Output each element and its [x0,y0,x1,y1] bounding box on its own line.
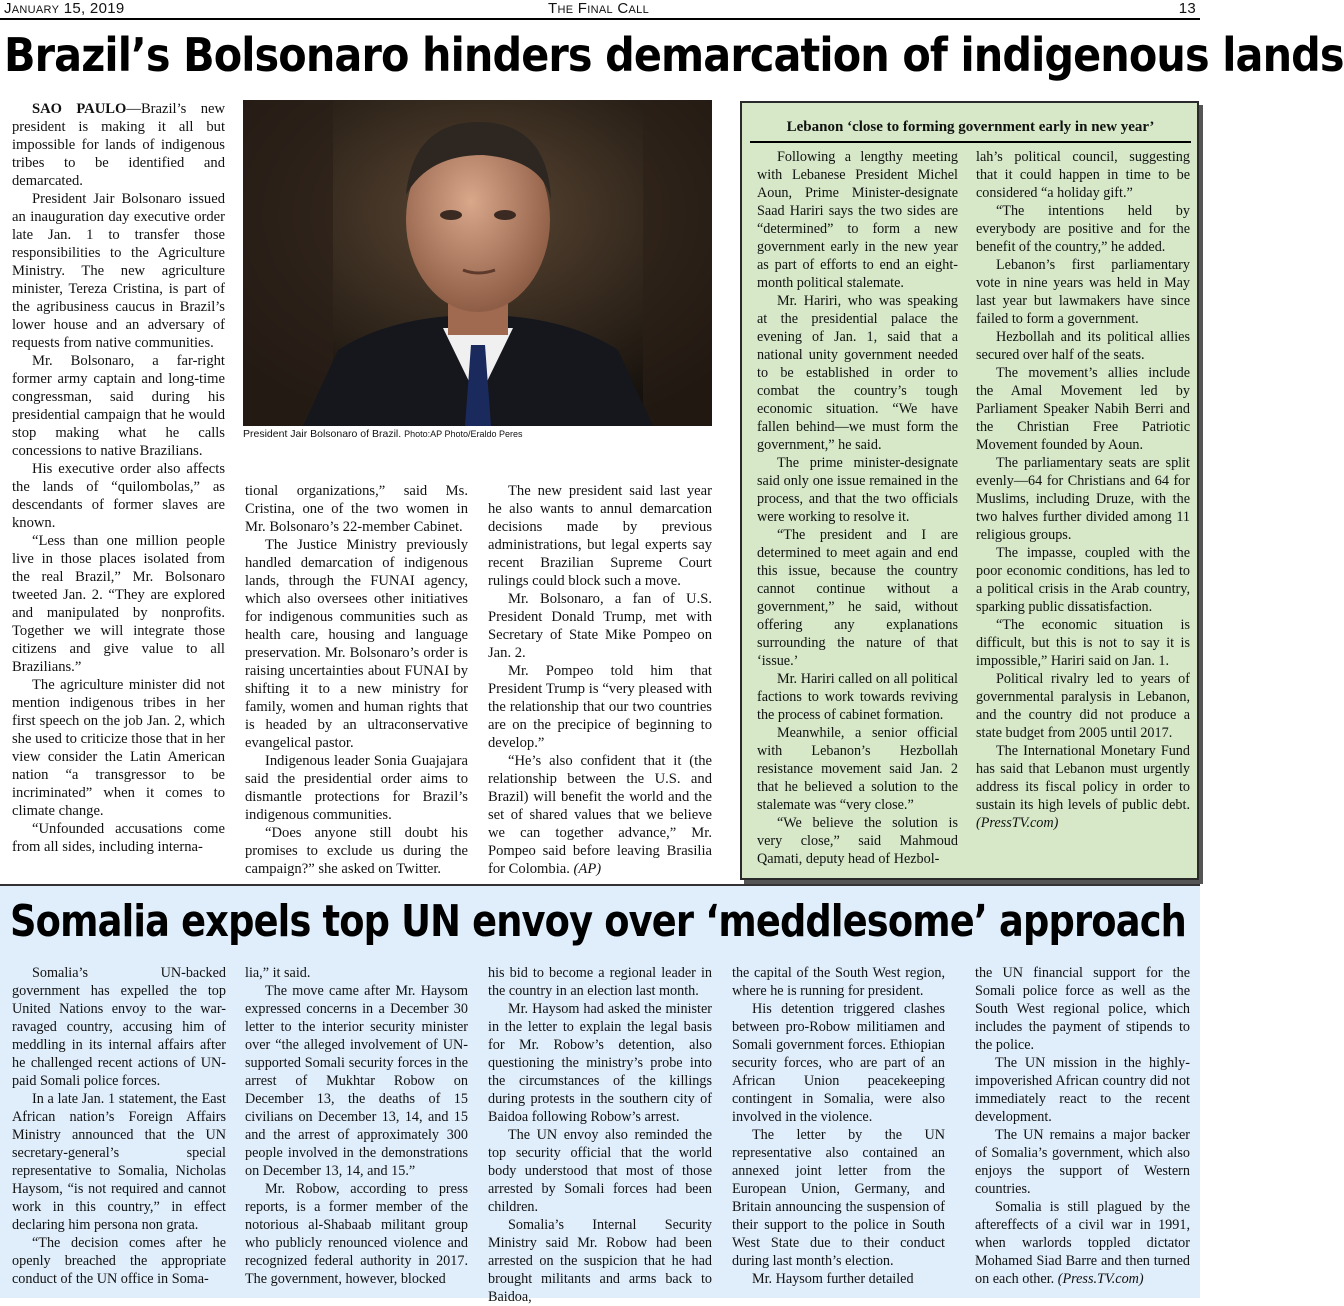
bolsonaro-photo [243,100,712,426]
somalia-column-2 [245,964,468,1288]
paragraph: The agriculture minister did not mention indigenous tribes in her first speech on the job Jan. 2, which she used to criticize those that in her view consider the Latin American nation “a transgressor to be incriminated” when it comes to climate change. [12,677,225,819]
paragraph: lah’s political council, suggesting that it could happen in time to be considered “a holiday gift.” [976,149,1190,201]
somalia-headline: Somalia expels top UN envoy over ‘meddlesome’ approach [10,896,1187,947]
somalia-credit: (Press.TV.com) [1057,1271,1144,1287]
paragraph: Indigenous leader Sonia Guajajara said the presidential order aims to dismantle protections for Brazil’s indigenous communities. [245,753,468,823]
running-head [0,0,1200,20]
paragraph: Political rivalry led to years of governmental paralysis in Lebanon, and the country did not produce a state budget from 2005 until 2017. [976,671,1190,741]
paragraph-text: Somalia is still plagued by the aftereffects of a civil war in 1991, when warlords toppled dictator Mohamed Siad Barre and then turned on each other. [975,1199,1190,1287]
paragraph: Mr. Hariri, who was speaking at the presidential palace the evening of Jan. 1, said that a national unity government needed to be established in order to combat the country’s tough economic situation. “We have fallen behind—we must form the government,” he said. [757,293,958,453]
photo-caption [243,428,712,441]
paragraph: Following a lengthy meeting with Lebanese President Michel Aoun, Prime Minister-designate Saad Hariri says the two sides are “determined” to form a new government early in the new year as part of efforts to end an eight-month political stalemate. [757,149,958,291]
paragraph: Hezbollah and its political allies secured over half of the seats. [976,329,1190,363]
paragraph [488,752,712,878]
paragraph: In a late Jan. 1 statement, the East African nation’s Foreign Affairs Ministry announced that the UN secretary-general’s special representative to Somalia, Nicholas Haysom, “is not required and cannot work in this country,” in effect declaring him persona non grata. [12,1091,226,1233]
paragraph: Mr. Bolsonaro, a far-right former army captain and long-time congressman, said during his presidential campaign that he would stop making what he calls concessions to native Brazilians. [12,353,225,459]
somalia-column-3 [488,964,712,1306]
paragraph: the capital of the South West region, where he is running for president. [732,965,945,999]
somalia-column-4 [732,964,945,1288]
brazil-column-2 [245,482,468,878]
lebanon-column-1 [757,148,958,868]
paragraph: Mr. Robow, according to press reports, is a former member of the notorious al-Shabaab militant group who publicly renounced violence and recognized federal authority in 2017. The government, however, blocked [245,1181,468,1287]
page-number: 13 [1178,0,1196,17]
lebanon-title: Lebanon ‘close to forming government early in new year’ [750,117,1191,143]
brazil-credit: (AP) [573,861,602,877]
paragraph: “The intentions held by everybody are positive and for the benefit of the country,” he added. [976,203,1190,255]
paragraph: The prime minister-designate said only one issue remained in the process, and that the two officials were working to resolve it. [757,455,958,525]
paragraph: The new president said last year he also wants to annul demarcation decisions made by previous administrations, but legal experts say recent Brazilian Supreme Court rulings could block such a move. [488,483,712,589]
paragraph: his bid to become a regional leader in the country in an election last month. [488,965,712,999]
paragraph: The move came after Mr. Haysom expressed concerns in a December 30 letter to the interior security minister over “the alleged involvement of UN-supported Somali security forces in the arrest of Mukhtar Robow on December 13, the deaths of 15 civilians on December 13, 14, and 15 and the arrest of approximately 300 people involved in the demonstrations on December 13, 14, and 15.” [245,983,468,1179]
paragraph: Somalia’s UN-backed government has expelled the top United Nations envoy to the war-ravaged country, accusing him of meddling in its internal affairs after he challenged recent actions of UN-paid Somali police forces. [12,965,226,1089]
issue-date: January 15, 2019 [4,0,125,17]
paragraph: The UN remains a major backer of Somalia’s government, which also enjoys the support of Western countries. [975,1127,1190,1197]
caption-text: President Jair Bolsonaro of Brazil. [243,428,402,440]
paragraph: The Justice Ministry previously handled demarcation of indigenous lands, through the FUNAI agency, which also oversees other initiatives for indigenous communities such as health care, housing and language preservation. Mr. Bolsonaro’s order is raising uncertainties about FUNAI by shifting it to a new ministry for family, women and human rights that is headed by an ultraconservative evangelical pastor. [245,537,468,751]
paragraph: tional organizations,” said Ms. Cristina, one of the two women in Mr. Bolsonaro’s 22-member Cabinet. [245,483,468,535]
paragraph [975,1198,1190,1288]
paragraph: His detention triggered clashes between pro-Robow militiamen and Somali government forces. Ethiopian security forces, who are part of an African Union peacekeeping contingent in Somalia, were also involved in the violence. [732,1001,945,1125]
paragraph: Mr. Hariri called on all political factions to work towards reviving the process of cabinet formation. [757,671,958,723]
paragraph: “The decision comes after he openly breached the appropriate conduct of the UN office in Soma- [12,1235,226,1287]
paragraph: lia,” it said. [245,965,311,981]
paragraph: The UN mission in the highly-impoverished African country did not immediately react to the recent development. [975,1055,1190,1125]
photo-credit: Photo:AP Photo/Eraldo Peres [404,429,523,439]
brazil-headline: Brazil’s Bolsonaro hinders demarcation of indigenous lands [4,28,1344,82]
paragraph: “Unfounded accusations come from all sides, including interna- [12,821,225,855]
paragraph: Mr. Bolsonaro, a fan of U.S. President Donald Trump, met with Secretary of State Mike Pompeo on Jan. 2. [488,591,712,661]
lebanon-column-2 [976,148,1190,832]
paragraph: Mr. Haysom had asked the minister in the letter to explain the legal basis for Mr. Robow’s detention, also questioning the ministry’s probe into the circumstances of the killings during protests in the southern city of Baidoa following Robow’s arrest. [488,1001,712,1125]
paragraph: Somalia’s Internal Security Ministry said Mr. Robow had been arrested on the suspicion that he had brought militants and arms back to Baidoa, [488,1217,712,1305]
portrait-image [243,100,712,426]
paragraph: His executive order also affects the lands of “quilombolas,” as descendants of former slaves are known. [12,461,225,531]
paragraph-text: The International Monetary Fund has said that Lebanon must urgently address its fiscal policy in order to sustain its high levels of public debt. [976,743,1190,813]
paragraph-text: “He’s also confident that it (the relationship between the U.S. and Brazil) will benefit the world and the set of shared values that we believe we can together advance,” Mr. Pompeo said before leaving Brasilia for Colombia. [488,753,712,877]
paragraph: The impasse, coupled with the poor economic conditions, has led to a political crisis in the Arab country, sparking public dissatisfaction. [976,545,1190,615]
paragraph: The parliamentary seats are split evenly—64 for Christians and 64 for Muslims, including Druze, with the two halves further divided among 11 religious groups. [976,455,1190,543]
paragraph: The movement’s allies include the Amal Movement led by Parliament Speaker Nabih Berri and the Christian Free Patriotic Movement founded by Aoun. [976,365,1190,453]
brazil-column-1 [12,100,225,856]
lebanon-sidebar-box [740,101,1199,880]
brazil-dateline: SAO PAULO [32,101,127,117]
paragraph: “We believe the solution is very close,” said Mahmoud Qamati, deputy head of Hezbol- [757,815,958,867]
paragraph: President Jair Bolsonaro issued an inauguration day executive order late Jan. 1 to transfer those responsibilities to the Agriculture Ministry. The new agriculture minister, Tereza Cristina, is part of the agribusiness caucus in Brazil’s lower house and an adversary of requests from native communities. [12,191,225,351]
lebanon-credit: (PressTV.com) [976,815,1059,831]
paragraph: Lebanon’s first parliamentary vote in nine years was held in May last year but lawmakers have since failed to form a government. [976,257,1190,327]
paragraph: Mr. Pompeo told him that President Trump is “very pleased with the relationship that our two countries are on the precipice of beginning to develop.” [488,663,712,751]
brazil-lead-paragraph [12,100,225,190]
paragraph: Meanwhile, a senior official with Lebanon’s Hezbollah resistance movement said Jan. 2 that he believed a solution to the stalemate was “very close.” [757,725,958,813]
paragraph: The letter by the UN representative also contained an annexed joint letter from the European Union, Germany, and Britain announcing the suspension of their support to the police in South West State due to their conduct during last month’s election. [732,1127,945,1269]
paragraph: —Brazil’s new president is making it all but impossible for lands of indigenous tribes to be identified and demarcated. [12,101,226,189]
paragraph: Mr. Haysom further detailed [752,1271,914,1287]
paragraph: the UN financial support for the Somali police force as well as the South West regional police, which includes the payment of stipends to the police. [975,965,1190,1053]
paragraph: “The economic situation is difficult, but this is not to say it is impossible,” Hariri said on Jan. 1. [976,617,1190,669]
paragraph: “Less than one million people live in those places isolated from the real Brazil,” Mr. Bolsonaro tweeted Jan. 2. “They are explored and manipulated by nonprofits. Together we will integrate those citizens and give value to all Brazilians.” [12,533,225,675]
brazil-column-3 [488,482,712,878]
somalia-column-1 [12,964,226,1288]
paragraph: “Does anyone still doubt his promises to exclude us during the campaign?” she asked on Twitter. [245,825,468,877]
paragraph [976,742,1190,832]
paragraph: The UN envoy also reminded the top security official that the world body understood that most of those arrested by Somali forces had been children. [488,1127,712,1215]
paragraph: “The president and I are determined to meet again and end this issue, because the country cannot continue without a government,” he said, without offering any explanations surrounding the nature of that ‘issue.’ [757,527,958,669]
publication-name: The Final Call [548,0,650,17]
somalia-column-5 [975,964,1190,1288]
